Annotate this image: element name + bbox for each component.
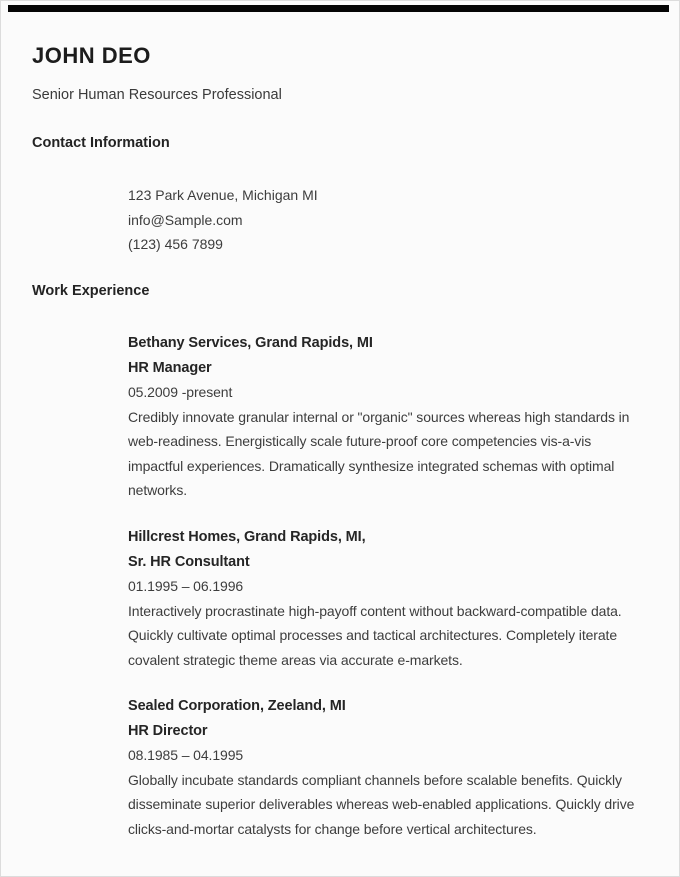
job-description-line: impactful experiences. Dramatically synthesize integrated schemas with optimal [128,457,615,474]
section-heading-contact: Contact Information [32,135,170,151]
candidate-name: JOHN DEO [32,43,151,68]
job-company: Hillcrest Homes, Grand Rapids, MI, [128,529,366,545]
job-description-line: web-readiness. Energistically scale future-proof core competencies vis-a-vis [128,433,592,449]
job-entry [128,525,622,672]
job-dates: 05.2009 -present [128,384,233,400]
contact-block [128,183,318,257]
job-entry [128,694,634,841]
job-description-line: Interactively procrastinate high-payoff content without backward-compatible data. [128,602,622,619]
job-description-line: clicks-and-mortar catalysts for change before vertical architectures. [128,820,537,837]
job-description-line: covalent strategic theme areas via accurate e-markets. [128,651,463,668]
job-description-line: Quickly cultivate optimal processes and tactical architectures. Completely iterate [128,627,618,643]
job-dates: 08.1985 – 04.1995 [128,747,244,763]
job-title: Sr. HR Consultant [128,553,250,570]
job-company: Sealed Corporation, Zeeland, MI [128,698,346,714]
job-description-line: disseminate superior deliverables whereas web-enabled applications. Quickly drive [128,796,635,812]
job-title: HR Manager [128,359,212,376]
candidate-title: Senior Human Resources Professional [32,87,282,103]
job-company: Bethany Services, Grand Rapids, MI [128,335,373,351]
job-description-line: networks. [128,482,188,498]
contact-email: info@Sample.com [128,211,243,228]
job-entry [128,331,629,503]
job-dates: 01.1995 – 06.1996 [128,578,244,594]
section-heading-work-experience: Work Experience [32,283,150,299]
top-accent-bar [8,5,669,12]
job-description-line: Globally incubate standards compliant channels before scalable benefits. Quickly [128,771,622,788]
contact-address: 123 Park Avenue, Michigan MI [128,187,318,203]
job-description-line: Credibly innovate granular internal or "organic" sources whereas high standards in [128,408,630,425]
contact-phone: (123) 456 7899 [128,236,223,252]
job-title: HR Director [128,722,208,739]
